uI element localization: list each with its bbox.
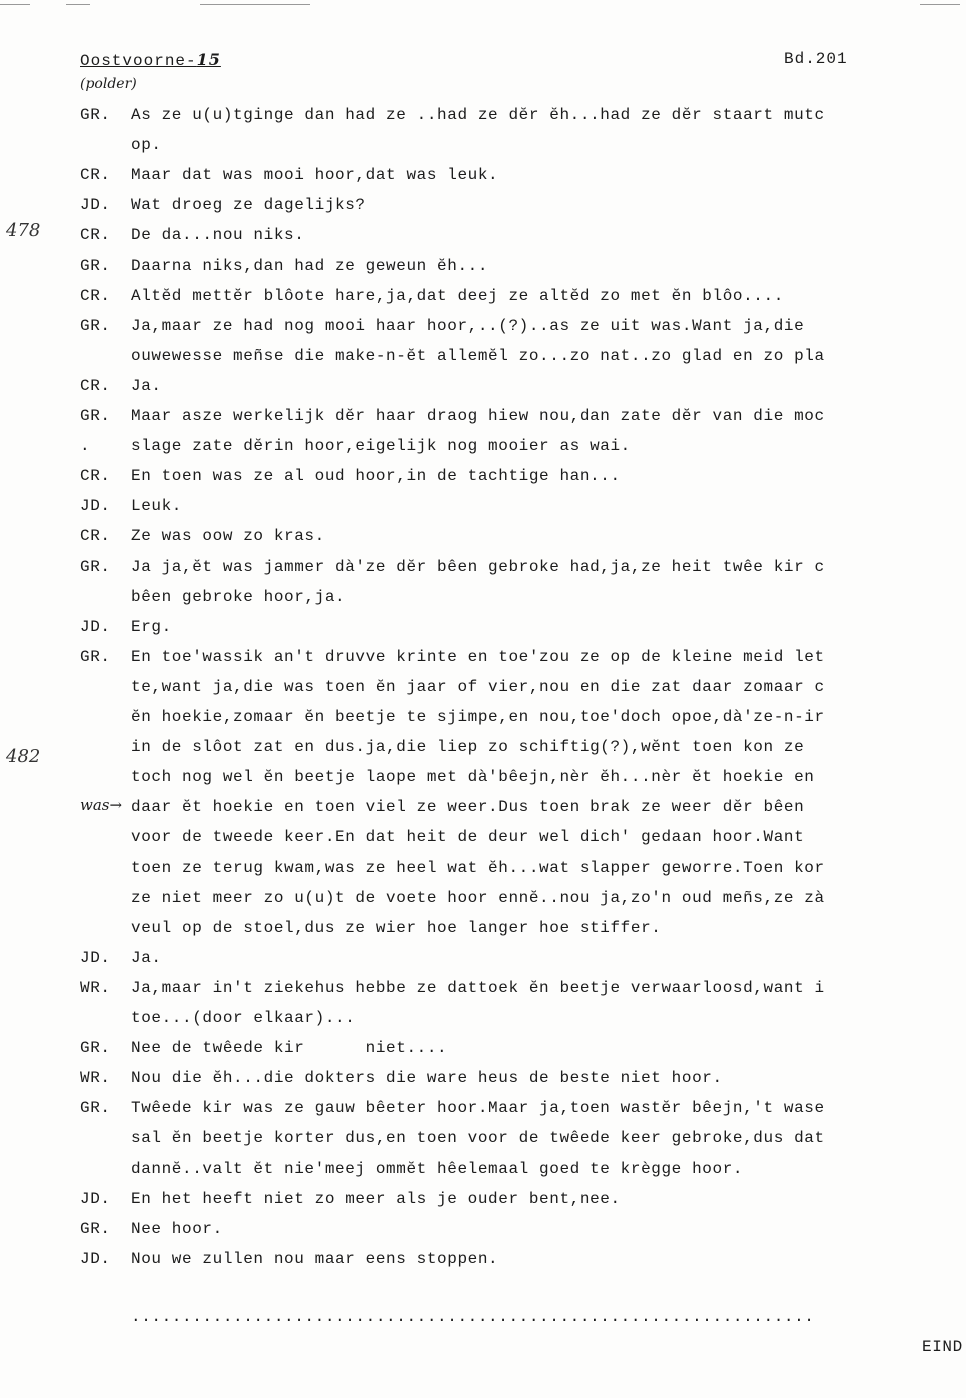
transcript-line [0,1093,966,1123]
utterance-text: voor de tweede keer.En dat heit de deur wel dich' gedaan hoor.Want [131,828,805,847]
transcript-line [0,281,966,311]
utterance-text: Nou we zullen nou maar eens stoppen. [131,1249,499,1268]
transcript-line [0,973,966,1003]
utterance-text: toe...(door elkaar)... [131,1009,356,1027]
utterance-text: Nou die ĕh...die dokters die ware heus de beste niet hoor. [131,1069,723,1088]
utterance-text: En toe'wassik an't druvve krinte en toe'zou ze op de kleine meid let [131,647,825,666]
speaker-label: JD. [80,948,111,967]
utterance-text: Daarna niks,dan had ze geweun ĕh... [131,256,489,275]
transcript-line [0,220,966,250]
utterance-text: toen ze terug kwam,was ze heel wat ĕh...wat slapper geworre.Toen kor [131,858,825,877]
utterance-text: toch nog wel ĕn beetje laope met dà'bêejn,nèr ĕh...nèr ĕt hoekie en [131,768,815,787]
place-name: Oostvoorne- [80,52,197,70]
utterance-text: As ze u(u)tginge dan had ze ..had ze dĕr ĕh...had ze dĕr staart mutc [131,106,825,124]
footer-line [0,1272,966,1356]
handwritten-subtitle: (polder) [80,76,137,92]
utterance-text: daar ĕt hoekie en toen viel ze weer.Dus toen brak ze weer dĕr bêen [131,798,805,817]
transcript-line [0,612,966,642]
utterance-text: ze niet meer zo u(u)t de voete hoor ennĕ..nou ja,zo'n oud meñs,ze zà [131,888,825,907]
transcript-line [0,642,966,672]
margin-insertion-note: was→ [80,796,123,814]
transcript-line [0,190,966,220]
speaker-label: WR. [80,978,111,997]
transcript-line [0,1003,966,1033]
utterance-text: Maar asze werkelijk dĕr haar draog hiew nou,dan zate dĕr van die moc [131,407,825,425]
transcript-line [0,792,966,822]
speaker-label: GR. [80,316,111,335]
utterance-text: dannĕ..valt ĕt nie'meej ommĕt hêelemaal goed te krègge hoor. [131,1159,744,1178]
scan-edge-mark [920,4,960,5]
speaker-label: CR. [80,286,111,305]
speaker-label: WR. [80,1069,111,1088]
transcript-line [0,100,966,130]
transcript-line [0,311,966,341]
utterance-text: Ja. [131,948,162,967]
utterance-text: En toen was ze al oud hoor,in de tachtige han... [131,467,621,486]
speaker-label: GR. [80,256,111,275]
speaker-label: JD. [80,1189,111,1208]
transcript-line [0,521,966,551]
transcript-line [0,160,966,190]
scan-edge-mark [0,4,30,5]
scan-edge-mark [66,4,90,5]
utterance-text: Wat droeg ze dagelijks? [131,196,366,215]
margin-line-number: 482 [6,746,41,767]
transcript-line [0,853,966,883]
transcript-line [0,1033,966,1063]
tape-reference: Bd.201 [784,50,848,68]
footer-dots: ................................................................... [131,1308,815,1326]
utterance-text: op. [131,136,162,155]
transcript-line [0,461,966,491]
speaker-label: GR. [80,1039,111,1058]
utterance-text: Ja,maar in't ziekehus hebbe ze dattoek ĕn beetje verwaarloosd,want i [131,978,825,997]
transcript-line [0,702,966,732]
transcript-line [0,371,966,401]
margin-line-number: 478 [6,220,41,241]
speaker-label: GR. [80,1099,111,1118]
speaker-label: GR. [80,557,111,576]
transcript-line [0,1214,966,1244]
scan-edge-mark [200,4,310,5]
utterance-text: veul op de stoel,dus ze wier hoe langer hoe stiffer. [131,918,662,937]
utterance-text: Nee hoor. [131,1219,223,1238]
utterance-text: Ja,maar ze had nog mooi haar hoor,..(?)..as ze uit was.Want ja,die [131,316,805,335]
transcript-line [0,251,966,281]
transcript-line [0,552,966,582]
utterance-text: Ze was oow zo kras. [131,527,325,546]
utterance-text: En het heeft niet zo meer als je ouder bent,nee. [131,1189,621,1208]
speaker-label: JD. [80,497,111,516]
speaker-label: JD. [80,1249,111,1268]
transcript-line [0,883,966,913]
speaker-label: JD. [80,196,111,215]
speaker-label: . [80,437,91,456]
utterance-text: Ja ja,ĕt was jammer dà'ze dĕr bêen gebroke had,ja,ze heit twêe kir c [131,557,825,576]
utterance-text: bêen gebroke hoor,ja. [131,587,346,606]
speaker-label: CR. [80,527,111,546]
speaker-label: GR. [80,106,111,124]
utterance-text: ĕn hoekie,zomaar ĕn beetje te sjimpe,en nou,toe'doch opoe,dà'ze-n-ir [131,708,825,726]
speaker-label: CR. [80,166,111,185]
utterance-text: in de slôot zat en dus.ja,die liep zo schiftig(?),wĕnt toen kon ze [131,738,805,757]
speaker-label: JD. [80,617,111,636]
speaker-label: GR. [80,407,111,425]
transcript-line [0,341,966,371]
transcript-line [0,672,966,702]
transcript-line [0,913,966,943]
transcript-line [0,431,966,461]
transcript-line [0,1154,966,1184]
utterance-text: Ja. [131,376,162,395]
utterance-text: Altĕd mettĕr blôote hare,ja,dat deej ze altĕd zo met ĕn blôo.... [131,286,784,305]
utterance-text: Erg. [131,617,172,636]
transcript-line [0,822,966,852]
transcript-line [0,1244,966,1274]
place-number: 15 [196,50,221,69]
speaker-label: CR. [80,376,111,395]
speaker-label: CR. [80,226,111,245]
utterance-text: slage zate dĕrin hoor,eigelijk nog mooier as wai. [131,437,631,456]
speaker-label: CR. [80,467,111,486]
transcript-line [0,943,966,973]
transcript-line [0,401,966,431]
document-header-place [80,50,221,70]
transcript-line [0,491,966,521]
transcript-line [0,1123,966,1153]
transcript-line [0,1063,966,1093]
utterance-text: Nee de twêede kir niet.... [131,1039,448,1058]
speaker-label: GR. [80,1219,111,1238]
utterance-text: te,want ja,die was toen ĕn jaar of vier,nou en die zat daar zomaar c [131,677,825,696]
transcript-line [0,582,966,612]
transcript-line [0,762,966,792]
utterance-text: De da...nou niks. [131,226,305,245]
transcript-line [0,130,966,160]
utterance-text: ouwewesse meñse die make-n-ĕt allemĕl zo...zo nat..zo glad en zo pla [131,346,825,365]
transcript-line [0,1184,966,1214]
utterance-text: Leuk. [131,497,183,516]
speaker-label: GR. [80,647,111,666]
footer-end: EIND [922,1338,963,1356]
utterance-text: Maar dat was mooi hoor,dat was leuk. [131,166,499,185]
utterance-text: Twêede kir was ze gauw bêeter hoor.Maar ja,toen wastĕr bêejn,'t wase [131,1099,825,1118]
utterance-text: sal ĕn beetje korter dus,en toen voor de twêede keer gebroke,dus dat [131,1129,825,1148]
transcript-line [0,732,966,762]
